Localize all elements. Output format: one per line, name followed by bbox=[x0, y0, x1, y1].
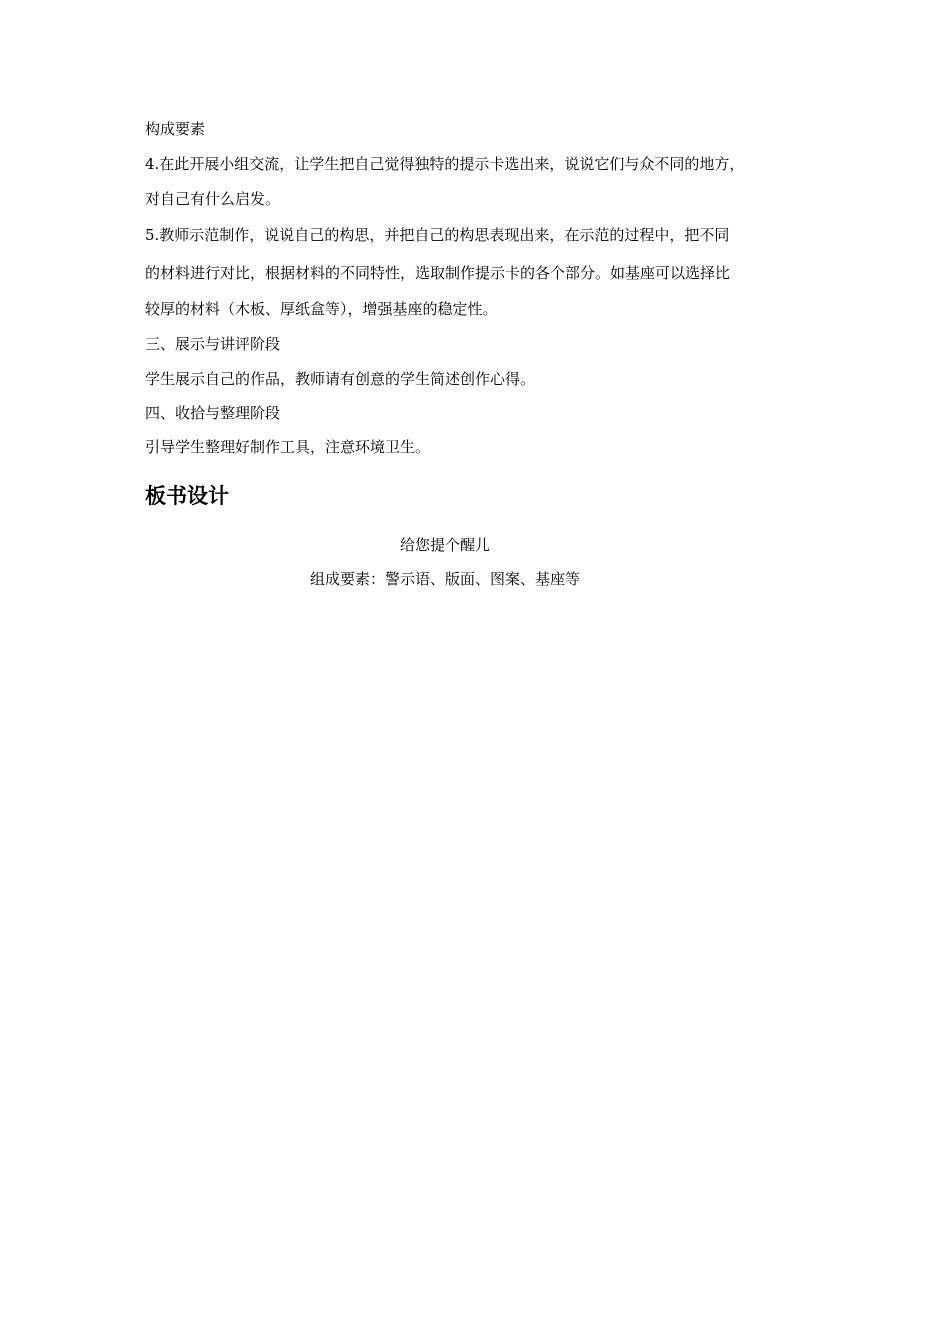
text-line-step4-part1: 4.在此开展小组交流，让学生把自己觉得独特的提示卡选出来，说说它们与众不同的地方， bbox=[145, 155, 745, 173]
text-line-step5-part2: 的材料进行对比，根据材料的不同特性，选取制作提示卡的各个部分。如基座可以选择比 bbox=[145, 264, 731, 282]
section-heading-show-and-review: 三、展示与讲评阶段 bbox=[145, 335, 281, 353]
text-line-components: 构成要素 bbox=[145, 120, 206, 138]
board-design-heading: 板书设计 bbox=[145, 484, 229, 508]
board-design-elements: 组成要素：警示语、版面、图案、基座等 bbox=[309, 570, 580, 588]
text-line-cleanup: 引导学生整理好制作工具，注意环境卫生。 bbox=[145, 438, 431, 456]
text-line-show-and-review: 学生展示自己的作品，教师请有创意的学生简述创作心得。 bbox=[145, 370, 536, 388]
text-line-step4-part2: 对自己有什么启发。 bbox=[145, 190, 281, 208]
board-design-title: 给您提个醒儿 bbox=[399, 536, 490, 554]
text-line-step5-part3: 较厚的材料（木板、厚纸盒等），增强基座的稳定性。 bbox=[145, 300, 498, 318]
text-line-step5-part1: 5.教师示范制作，说说自己的构思，并把自己的构思表现出来，在示范的过程中，把不同 bbox=[145, 226, 730, 244]
section-heading-cleanup: 四、收拾与整理阶段 bbox=[145, 404, 281, 422]
